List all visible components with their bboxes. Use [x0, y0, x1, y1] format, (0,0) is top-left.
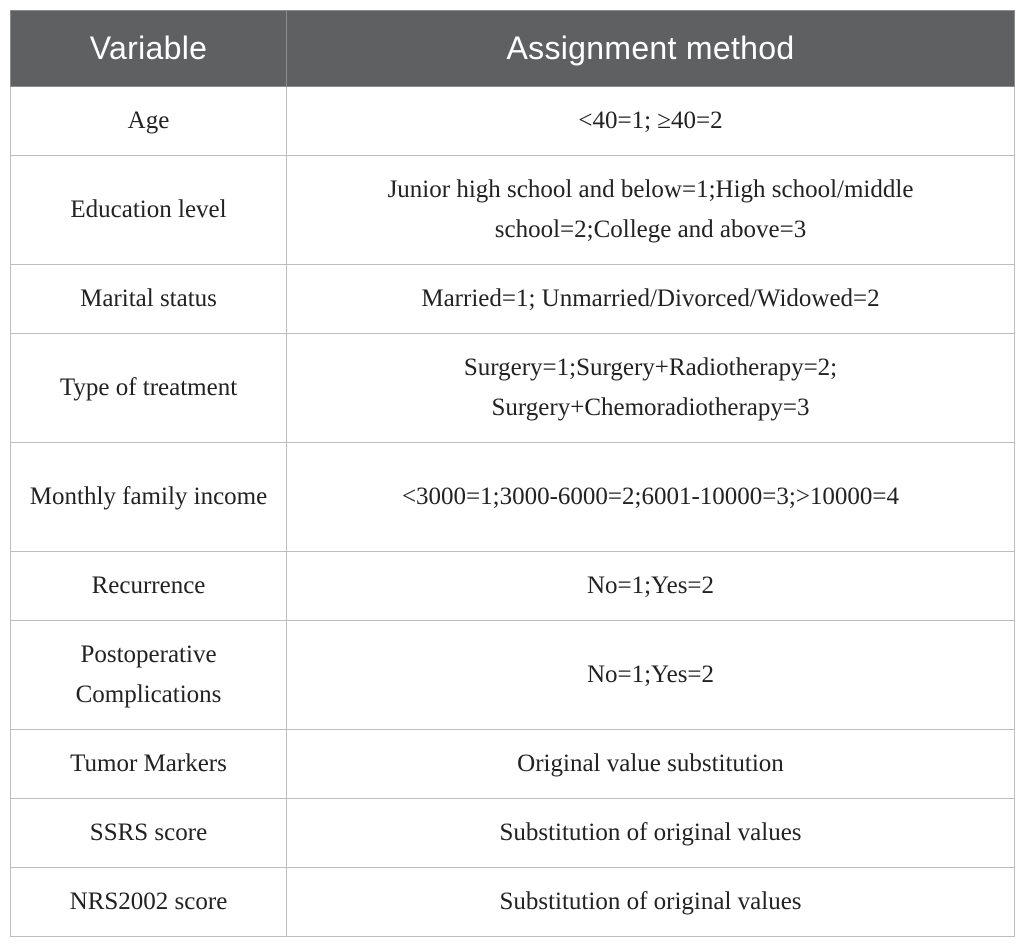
variable-cell: Type of treatment [11, 334, 287, 443]
table-row [11, 334, 1015, 443]
variable-cell: SSRS score [11, 799, 287, 868]
variable-cell: Tumor Markers [11, 730, 287, 799]
variable-cell: Education level [11, 156, 287, 265]
method-cell: Substitution of original values [287, 799, 1015, 868]
method-cell: Married=1; Unmarried/Divorced/Widowed=2 [287, 265, 1015, 334]
method-cell: Junior high school and below=1;High school/middle school=2;College and above=3 [287, 156, 1015, 265]
method-cell: No=1;Yes=2 [287, 552, 1015, 621]
method-cell: <40=1; ≥40=2 [287, 87, 1015, 156]
table-row [11, 730, 1015, 799]
table-header [11, 11, 1015, 87]
table-row [11, 443, 1015, 552]
header-variable: Variable [11, 11, 287, 87]
variable-cell: Monthly family income [11, 443, 287, 552]
header-assignment-method: Assignment method [287, 11, 1015, 87]
variable-cell: NRS2002 score [11, 868, 287, 937]
variable-cell: Postoperative Complications [11, 621, 287, 730]
table-row [11, 868, 1015, 937]
method-cell: No=1;Yes=2 [287, 621, 1015, 730]
variable-cell: Marital status [11, 265, 287, 334]
table-row [11, 552, 1015, 621]
method-cell: Surgery=1;Surgery+Radiotherapy=2; Surgery+Chemoradiotherapy=3 [287, 334, 1015, 443]
table-row [11, 87, 1015, 156]
method-cell: <3000=1;3000-6000=2;6001-10000=3;>10000=4 [287, 443, 1015, 552]
method-cell: Original value substitution [287, 730, 1015, 799]
variable-cell: Recurrence [11, 552, 287, 621]
table-row [11, 156, 1015, 265]
header-row [11, 11, 1015, 87]
method-cell: Substitution of original values [287, 868, 1015, 937]
assignment-table [10, 10, 1015, 937]
table-body [11, 87, 1015, 937]
table-row [11, 265, 1015, 334]
variable-cell: Age [11, 87, 287, 156]
table-row [11, 621, 1015, 730]
table-row [11, 799, 1015, 868]
